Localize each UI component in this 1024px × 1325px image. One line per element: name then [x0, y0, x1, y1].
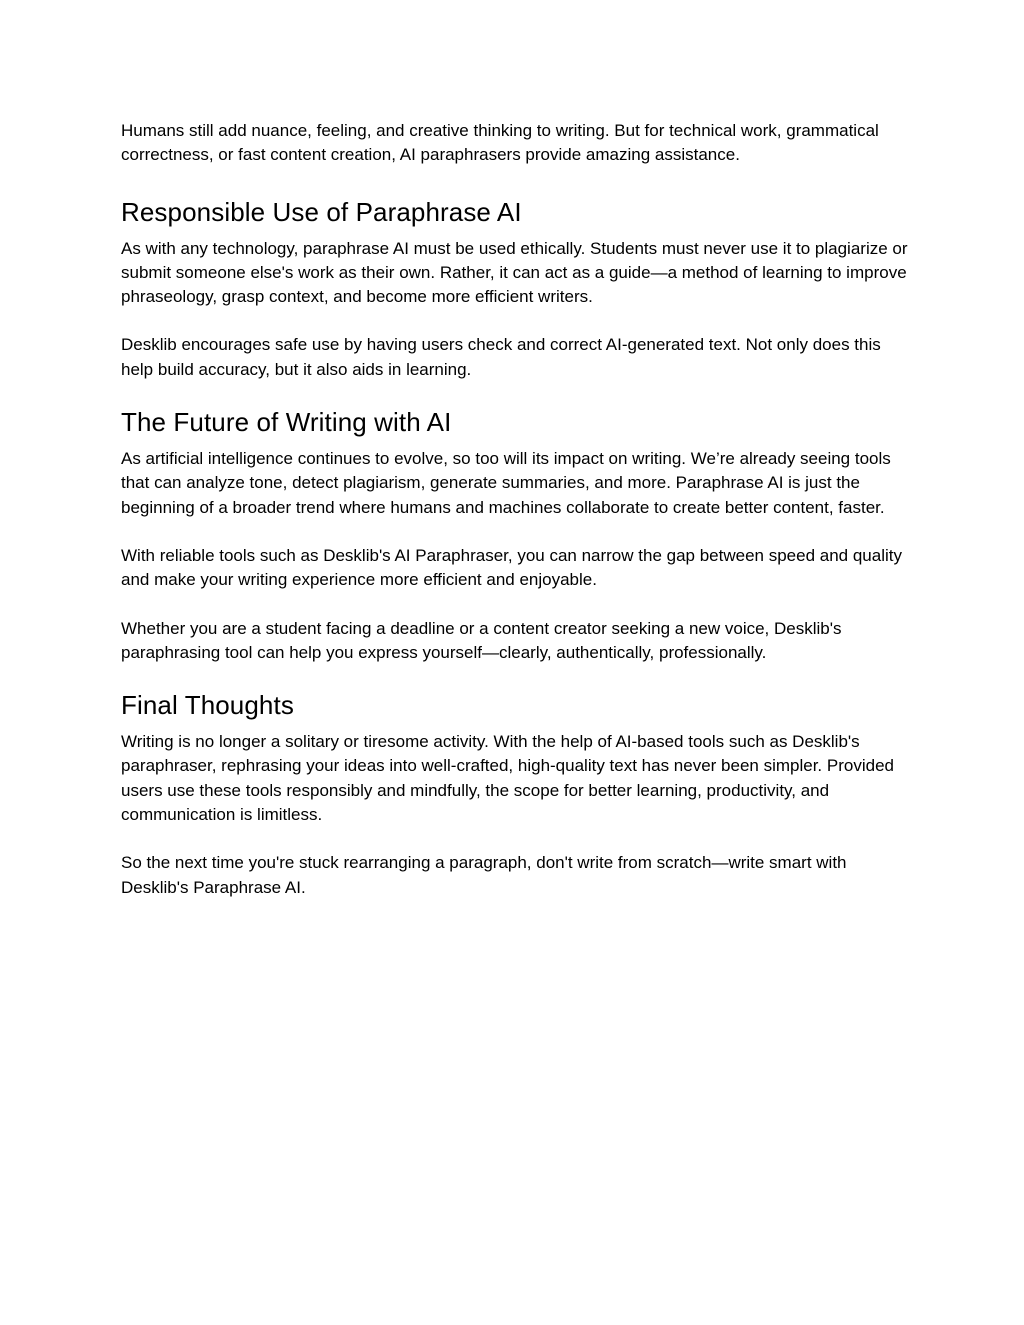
- paragraph-responsible-use-1: As with any technology, paraphrase AI must be used ethically. Students must never use it to plagiarize or submit someone else's work as their own. Rather, it can act as a guide—a method of learning to improve phraseology, grasp context, and become more efficient writers.: [121, 238, 908, 307]
- paragraph-future-3: Whether you are a student facing a deadline or a content creator seeking a new voice, Desklib's paraphrasing tool can help you express yourself—clearly, authentically, professionally.: [121, 618, 842, 662]
- document-page: [121, 119, 911, 924]
- section-heading-responsible-use: Responsible Use of Paraphrase AI: [121, 196, 522, 227]
- section-heading-future-of-writing: The Future of Writing with AI: [121, 407, 452, 438]
- section-heading-final-thoughts: Final Thoughts: [121, 690, 294, 721]
- paragraph-future-1: As artificial intelligence continues to evolve, so too will its impact on writing. We’re already seeing tools that can analyze tone, detect plagiarism, generate summaries, and more. Paraphrase AI is just the beginning of a broader trend where humans and machines collaborate to create better content, faster.: [121, 449, 891, 517]
- paragraph-final-2: So the next time you're stuck rearranging a paragraph, don't write from scratch—write smart with Desklib's Paraphrase AI.: [121, 853, 847, 897]
- intro-paragraph: Humans still add nuance, feeling, and creative thinking to writing. But for technical work, grammatical correctness, or fast content creation, AI paraphrasers provide amazing assistance.: [121, 121, 879, 165]
- paragraph-final-1: Writing is no longer a solitary or tiresome activity. With the help of AI-based tools such as Desklib's paraphraser, rephrasing your ideas into well-crafted, high-quality text has never been simpler. Provided users use these tools responsibly and mindfully, the scope for better learning, productivity, and communication is limitless.: [121, 732, 894, 825]
- paragraph-responsible-use-2: Desklib encourages safe use by having users check and correct AI-generated text. Not only does this help build accuracy, but it also aids in learning.: [121, 335, 881, 379]
- paragraph-future-2: With reliable tools such as Desklib's AI Paraphraser, you can narrow the gap between speed and quality and make your writing experience more efficient and enjoyable.: [121, 545, 902, 590]
